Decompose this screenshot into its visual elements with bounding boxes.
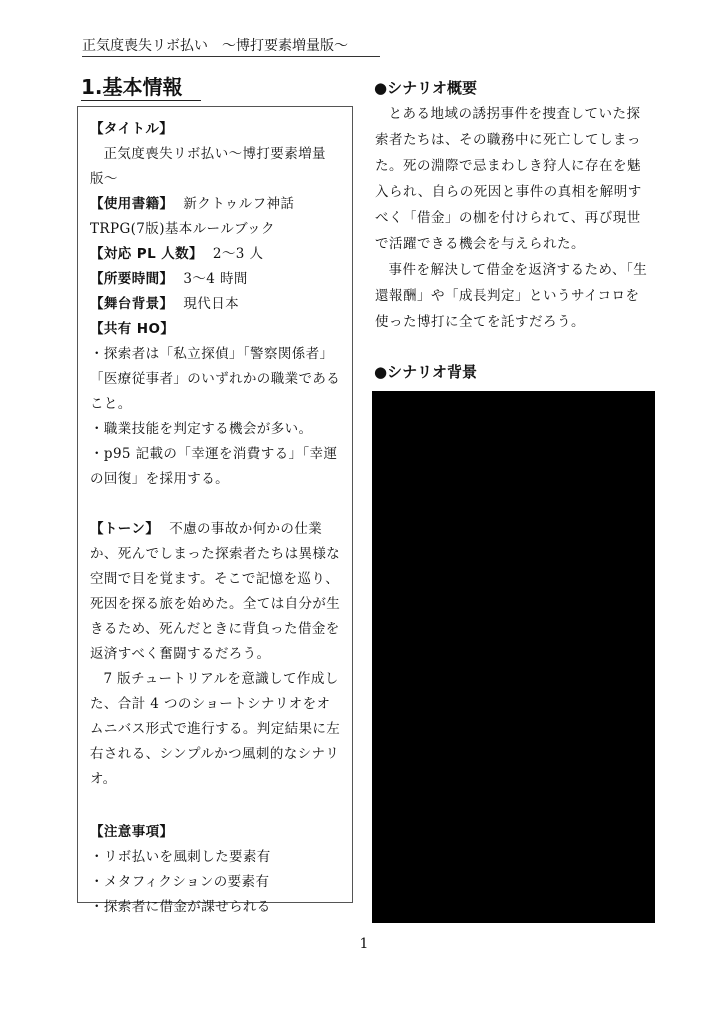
title-label: 【タイトル】 xyxy=(90,121,174,137)
section-heading-basic-info: 1.基本情報 xyxy=(81,74,201,101)
players-label: 【対応 PL 人数】 xyxy=(90,246,203,262)
shared-ho-item: ・p95 記載の「幸運を消費する」「幸運の回復」を採用する。 xyxy=(90,446,338,487)
setting-label: 【舞台背景】 xyxy=(90,296,174,312)
time-value: 3〜4 時間 xyxy=(183,271,248,287)
tone-paragraph xyxy=(90,517,344,667)
tone-paragraph-2: 7 版チュートリアルを意識して作成した、合計 4 つのショートシナリオをオムニバス形式で進行する。判定結果に左右される、シンプルかつ風刺的なシナリオ。 xyxy=(90,671,341,787)
basic-info-box xyxy=(77,106,353,915)
tone-text: 不慮の事故か何かの仕業か、死んでしまった探索者たちは異様な空間で目を覚ます。そこで記憶を巡り、死因を探る旅を始めた。全ては自分が生きるため、死んだときに背負った借金を返済すべく奮闘するだろう。 xyxy=(90,521,341,662)
shared-ho-label: 【共有 HO】 xyxy=(90,321,175,337)
setting-row xyxy=(90,292,344,317)
shared-ho-item: ・職業技能を判定する機会が多い。 xyxy=(90,421,313,437)
page-number: 1 xyxy=(359,936,369,952)
title-value: 正気度喪失リボ払い〜博打要素増量版〜 xyxy=(90,146,326,187)
time-row xyxy=(90,267,344,292)
players-value: 2〜3 人 xyxy=(212,246,264,262)
notes-label: 【注意事項】 xyxy=(90,824,174,840)
notes-item: ・探索者に借金が課せられる xyxy=(90,899,271,915)
notes-item: ・メタフィクションの要素有 xyxy=(90,874,270,890)
time-label: 【所要時間】 xyxy=(90,271,174,287)
tone-label: 【トーン】 xyxy=(90,521,160,537)
rulebook-value: 新クトゥルフ神話TRPG(7版)基本ルールブック xyxy=(90,196,295,237)
rulebook-label: 【使用書籍】 xyxy=(90,196,174,212)
setting-value: 現代日本 xyxy=(183,296,240,312)
background-image-placeholder xyxy=(372,391,655,923)
shared-ho-item: ・探索者は「私立探偵」「警察関係者」「医療従事者」のいずれかの職業であること。 xyxy=(90,346,341,412)
overview-text xyxy=(375,101,653,335)
rulebook-row xyxy=(90,192,344,242)
background-heading: ●シナリオ背景 xyxy=(374,363,477,381)
overview-paragraph: 事件を解決して借金を返済するため、「生還報酬」や「成長判定」というサイコロを使った博打に全てを託すだろう。 xyxy=(375,262,648,330)
overview-paragraph: とある地域の誘拐事件を捜査していた探索者たちは、その職務中に死亡してしまった。死の淵際で忌まわしき狩人に存在を魅入られ、自らの死因と事件の真相を解明すべく「借金」の枷を付けられて、再び現世で活躍できる機会を与えられた。 xyxy=(375,106,642,252)
players-row xyxy=(90,242,344,267)
overview-heading: ●シナリオ概要 xyxy=(374,79,477,97)
notes-item: ・リボ払いを風刺した要素有 xyxy=(90,849,271,865)
running-header: 正気度喪失リボ払い 〜博打要素増量版〜 xyxy=(82,36,380,57)
